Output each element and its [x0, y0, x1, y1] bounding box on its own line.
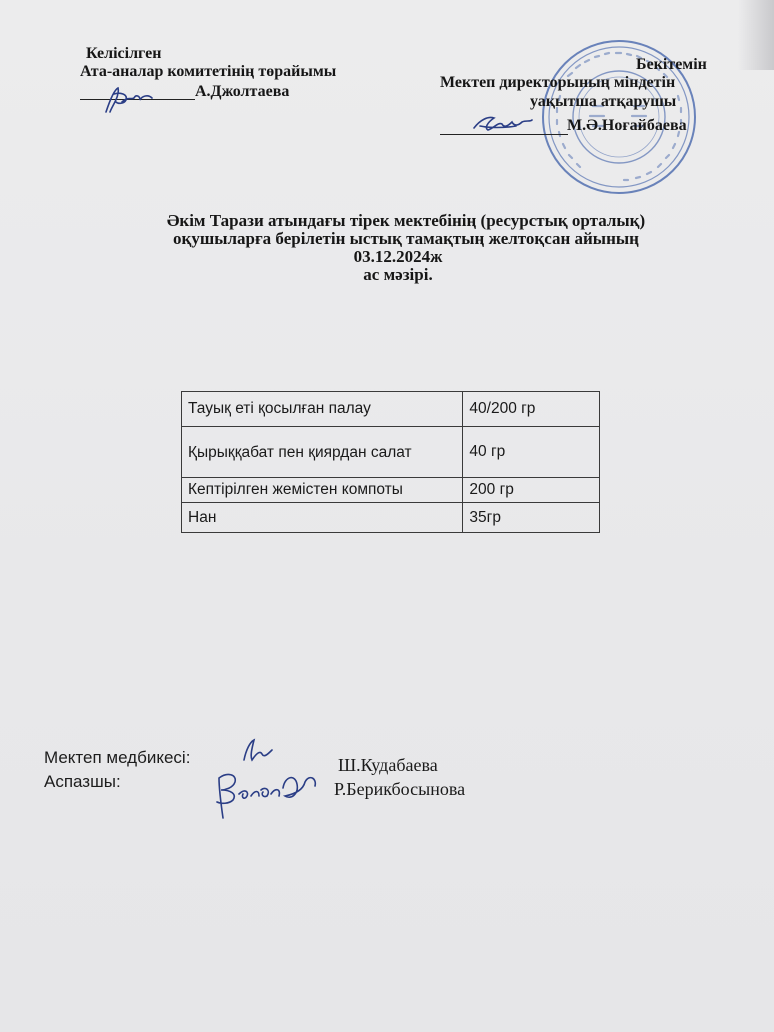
- committee-chair-title: Ата-аналар комитетінің төрайымы: [80, 63, 337, 80]
- document-title: [0, 212, 774, 284]
- page-corner-shadow: [738, 0, 774, 70]
- menu-table: [181, 391, 600, 533]
- cook-name: Р.Берикбосынова: [334, 779, 466, 799]
- portion-size: 200 гр: [463, 478, 600, 503]
- title-line-4: ас мәзірі.: [363, 265, 433, 284]
- approve-heading: Бекітемін: [636, 56, 707, 73]
- committee-chair-name: А.Джолтаева: [195, 83, 290, 100]
- nurse-name: Ш.Кудабаева: [338, 755, 438, 775]
- table-row: [182, 503, 600, 533]
- portion-size: 40 гр: [463, 427, 600, 478]
- cook-label: Аспазшы:: [44, 772, 121, 791]
- table-row: [182, 478, 600, 503]
- dish-name: Тауық еті қосылған палау: [182, 392, 463, 427]
- cook-signature-icon: [205, 764, 327, 822]
- agreed-heading: Келісілген: [86, 45, 162, 62]
- title-line-2: оқушыларға берілетін ыстық тамақтың желтоқсан айының: [173, 229, 639, 248]
- committee-chair-signature-icon: [100, 82, 160, 118]
- table-row: [182, 427, 600, 478]
- director-title: Мектеп директорының міндетін: [440, 74, 676, 91]
- nurse-signature-icon: [238, 736, 278, 766]
- table-row: [182, 392, 600, 427]
- portion-size: 35гр: [463, 503, 600, 533]
- dish-name: Кептірілген жемістен компоты: [182, 478, 463, 503]
- nurse-label: Мектеп медбикесі:: [44, 748, 191, 767]
- director-name: М.Ә.Ноғайбаева: [567, 117, 687, 134]
- title-line-1: Әкім Тарази атындағы тірек мектебінің (ресурстық орталық): [166, 211, 646, 230]
- menu-date: 03.12.2024ж: [353, 247, 443, 266]
- dish-name: Қырыққабат пен қиярдан салат: [182, 427, 463, 478]
- dish-name: Нан: [182, 503, 463, 533]
- acting-director-title: уақытша атқарушы: [530, 93, 677, 110]
- portion-size: 40/200 гр: [463, 392, 600, 427]
- director-signature-icon: [470, 106, 536, 138]
